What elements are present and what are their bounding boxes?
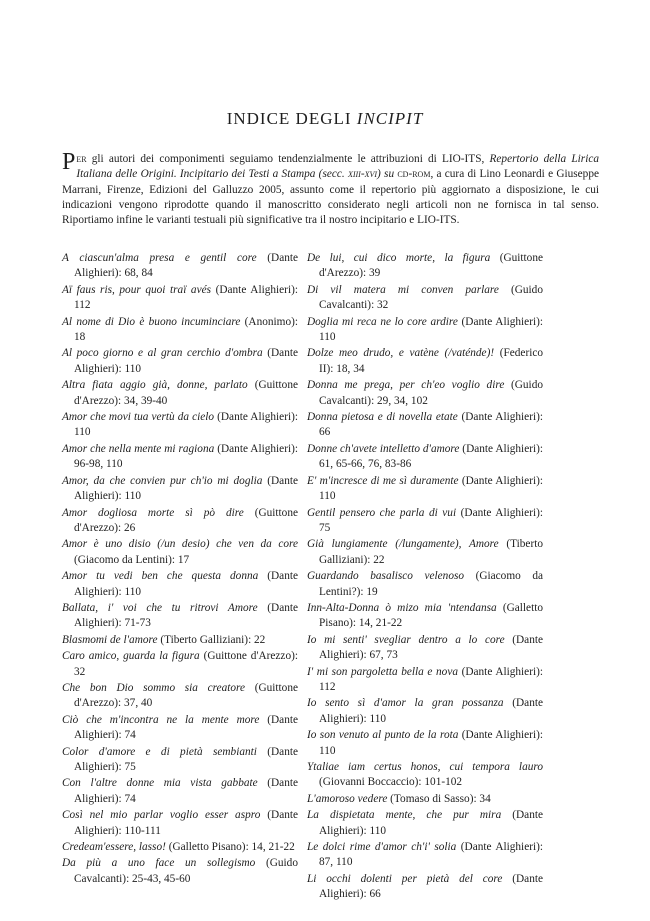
entry-incipit: L'amoroso vedere [307,792,388,805]
entry-incipit: Donne ch'avete intelletto d'amore [307,442,460,455]
index-entry [62,713,298,744]
entry-incipit: De lui, cui dico morte, la figura [307,252,491,264]
entry-incipit: Guardando basalisco velenoso [307,570,465,583]
entry-reference: (Guittone d'Arezzo): 37, 40 [74,681,298,710]
index-entry [62,506,298,537]
index-entry [307,346,543,377]
index-entry [62,251,298,282]
entry-incipit: Con l'altre donne mia vista gabbate [62,777,258,790]
entry-incipit: Di vil matera mi conven parlare [307,283,499,296]
page-title [0,109,650,129]
entry-incipit: Amor che movi tua vertù da cielo [62,411,215,424]
entry-incipit: Ciò che m'incontra ne la mente more [62,713,260,726]
entry-incipit: Amor tu vedi ben che questa donna [62,570,259,583]
entry-incipit: Così nel mio parlar voglio esser aspro [62,809,261,822]
entry-incipit: Li occhi dolenti per pietà del core [307,872,503,885]
entry-reference: (Dante Alighieri): 67, 73 [319,633,543,662]
index-entry [307,315,543,346]
index-entry [62,346,298,377]
entry-incipit: La dispietata mente, che pur mira [307,809,502,822]
entry-incipit: Doglia mi reca ne lo core ardire [307,315,458,328]
index-entry [62,776,298,807]
entry-reference: (Dante Alighieri): 68, 84 [74,252,299,280]
index-entry [307,760,543,791]
index-entry [62,856,298,887]
entry-incipit: Caro amico, guarda la figura [62,650,200,663]
entry-reference: (Guido Cavalcanti): 32 [319,283,543,312]
index-entry [307,378,543,409]
entry-reference: (Guido Cavalcanti): 29, 34, 102 [319,379,543,407]
index-entry [307,808,543,839]
entry-incipit: Ballata, i' voi che tu ritrovi Amore [62,601,258,614]
entry-reference: (Federico II): 18, 34 [319,347,544,375]
index-entry [62,808,298,839]
index-entry [62,649,298,680]
intro-text-2: , a cura di Lino Leonardi e Giuseppe Marrani, Firenze, Edizioni del Galluzzo 2005, assunto come il repertorio più aggiornato a disposizione, le cui indicazioni vengono riprodotte quando il manoscritto considerato negli articoli non ne fornisca in tal senso. Riportiamo infine le varianti testuali più significative tra il nostro incipitario e LIO-ITS. [62,168,599,227]
entry-reference: (Giovanni Boccaccio): 101-102 [319,776,463,789]
entry-incipit: Già lungiamente (/lungamente), Amore [307,538,499,551]
intro-smallcaps-1: xiii-xvi [347,168,378,181]
drop-initial: P [62,149,76,175]
entry-incipit: Al nome di Dio è buono incuminciare [62,315,241,328]
index-entry [307,283,543,314]
entry-incipit: Amor dogliosa morte sì pò dire [62,506,244,519]
index-entry [307,506,543,537]
entry-reference: (Guittone d'Arezzo): 39 [319,252,543,280]
index-entry [307,569,543,600]
index-entry [307,251,543,282]
entry-incipit: Donna me prega, per ch'eo voglio dire [307,379,505,392]
entry-reference: (Guittone d'Arezzo): 34, 39-40 [74,379,298,407]
entry-reference: (Dante Alighieri): 61, 65-66, 76, 83-86 [319,442,544,471]
index-entry [62,442,298,473]
entry-incipit: Amor che nella mente mi ragiona [62,442,215,455]
index-entry [307,474,543,505]
entry-incipit: Io son venuto al punto de la rota [307,729,459,742]
initial-rest: er [76,153,87,165]
entry-incipit: Amor, da che convien pur ch'io mi doglia [62,474,263,487]
index-entry [307,537,543,568]
intro-italic-2: ) su [377,168,398,181]
entry-reference: (Dante Alighieri): 112 [319,665,544,693]
index-entry [307,410,543,441]
entry-reference: (Dante Alighieri): 66 [319,411,543,439]
entry-incipit: Amor è uno disio (/un desio) che ven da core [62,538,298,551]
index-entry [62,378,298,409]
index-entry [62,537,298,568]
entry-reference: (Galletto Pisano): 14, 21-22 [319,601,544,630]
index-entry [307,665,543,696]
entry-reference: (Dante Alighieri): 110 [74,474,299,503]
entry-reference: (Giacomo da Lentini): 17 [74,553,190,566]
index-entry [62,315,298,346]
entry-reference: (Tiberto Galliziani): 22 [319,538,543,566]
index-entry [307,872,543,903]
entry-incipit: Inn-Alta-Donna ò mizo mia 'ntendansa [307,601,497,614]
index-entry [307,633,543,664]
index-entry [62,745,298,776]
index-entry [307,840,543,871]
intro-paragraph [62,149,599,228]
entry-reference: (Dante Alighieri): 110 [74,570,298,598]
entry-incipit: Altra fiata aggio già, donne, parlato [62,379,248,392]
entry-reference: (Guido Cavalcanti): 25-43, 45-60 [74,857,298,885]
index-entry [62,840,298,855]
entry-reference: (Dante Alighieri): 87, 110 [319,841,544,869]
entry-incipit: Ytaliae iam certus honos, cui tempora lauro [307,761,543,773]
entry-incipit: Blasmomi de l'amore [62,633,158,646]
left-column [62,251,298,888]
entry-reference: (Dante Alighieri): 75 [74,745,298,773]
intro-text-1: gli autori dei componimenti seguiamo tendenzialmente le attribuzioni di LIO-ITS, [86,153,490,165]
index-entry [307,442,543,473]
entry-reference: (Dante Alighieri): 110 [319,474,543,503]
index-entry [62,474,298,505]
entry-reference: (Dante Alighieri): 110 [74,411,298,439]
entry-reference: (Dante Alighieri): 71-73 [74,601,299,630]
entry-reference: (Giacomo da Lentini?): 19 [319,570,543,598]
entry-reference: (Dante Alighieri): 110 [74,347,298,375]
index-entry [307,696,543,727]
entry-incipit: I' mi son pargoletta bella e nova [307,665,458,678]
entry-reference: (Dante Alighieri): 74 [74,777,299,805]
entry-reference: (Dante Alighieri): 110-111 [74,809,299,837]
index-entry [62,633,298,648]
entry-reference: (Dante Alighieri): 110 [319,315,543,344]
entry-reference: (Dante Alighieri): 112 [74,283,298,312]
entry-incipit: Gentil pensero che parla di vui [307,506,457,519]
title-italic: INCIPIT [356,109,424,128]
entry-reference: (Dante Alighieri): 74 [74,713,298,742]
entry-reference: (Dante Alighieri): 110 [319,729,543,757]
entry-reference: (Dante Alighieri): 110 [319,697,543,725]
intro-smallcaps-2: cd-rom [397,168,431,181]
entry-incipit: Io sento sì d'amor la gran possanza [307,697,504,710]
entry-incipit: Color d'amore e di pietà sembianti [62,745,257,758]
entry-reference: (Anonimo): 18 [74,315,298,344]
index-entry [62,681,298,712]
entry-incipit: Donna pietosa e di novella etate [307,411,458,424]
entry-incipit: Dolze meo drudo, e vatène (/vaténde)! [307,347,495,360]
entry-incipit: Io mi senti' svegliar dentro a lo core [307,633,505,646]
index-entry [62,601,298,632]
entry-incipit: Credeam'essere, lasso! [62,841,166,854]
title-main: INDICE DEGLI [226,109,352,128]
entry-reference: (Tomaso di Sasso): 34 [387,792,491,805]
entry-incipit: Le dolci rime d'amor ch'i' solia [307,841,457,854]
entry-reference: (Dante Alighieri): 66 [319,872,543,901]
entry-reference: (Galletto Pisano): 14, 21-22 [165,841,295,854]
entry-incipit: Al poco giorno e al gran cerchio d'ombra [62,347,263,360]
index-entry [307,601,543,632]
index-entry [62,410,298,441]
intro-italic-1: Repertorio della Lirica Italiana delle Origini. Incipitario dei Testi a Stampa (secc. [76,153,599,181]
entry-reference: (Dante Alighieri): 96-98, 110 [74,442,298,471]
entry-incipit: Da più a uno face un sollegismo [62,857,256,870]
entry-reference: (Tiberto Galliziani): 22 [157,633,266,646]
entry-reference: (Guittone d'Arezzo): 26 [74,506,298,534]
entry-reference: (Guittone d'Arezzo): 32 [74,650,298,678]
entry-incipit: A ciascun'alma presa e gentil core [62,252,257,264]
index-entry [62,569,298,600]
index-entry [62,283,298,314]
entry-incipit: Che bon Dio sommo sia creatore [62,681,246,694]
entry-incipit: Aï faus ris, pour quoi traï avés [62,283,211,296]
index-entry [307,792,543,807]
entry-reference: (Dante Alighieri): 75 [319,506,543,534]
entry-reference: (Dante Alighieri): 110 [319,809,543,837]
index-entry [307,728,543,759]
entry-incipit: E' m'incresce di me sì duramente [307,474,459,487]
right-column [307,251,543,904]
